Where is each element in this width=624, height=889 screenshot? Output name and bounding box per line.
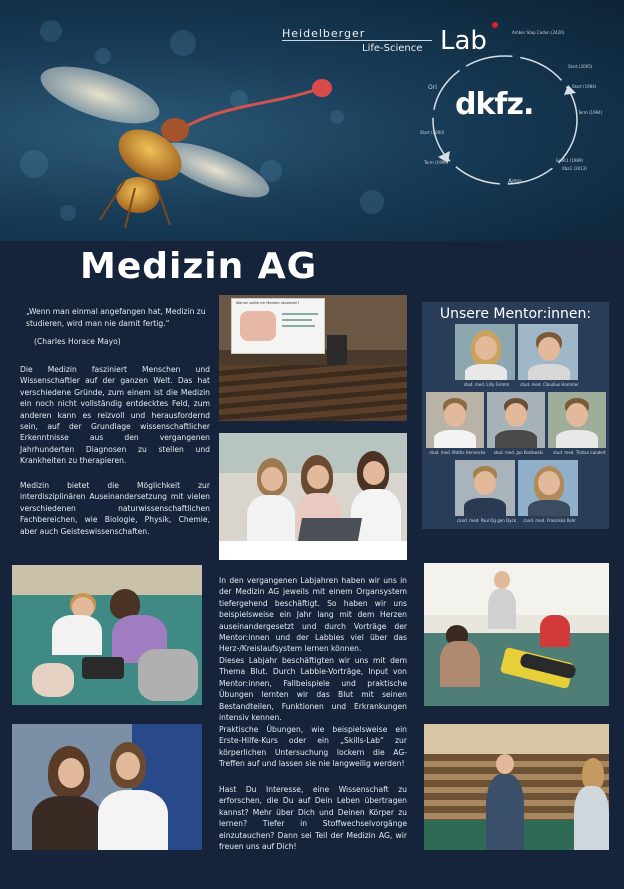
cycle-label: Term (1999)	[424, 160, 449, 165]
cycle-label: Amp	[508, 178, 522, 185]
cycle-label: Xba1 (2013)	[562, 166, 587, 171]
center-paragraph: In den vergangenen Labjahren haben wir uns in der Medizin AG jeweils mit einem Organsystem tiefergehend beschäftigt. So haben wir uns beispielsweise ein Jahr lang mit dem Herzen auseinandergesetzt und durch Vorträge der Mentor:innen und der Labbies viel über das Herz-/Kreislaufsystem lernen können.	[219, 576, 407, 654]
mentor-caption: stud. med. Claudius Hammer	[520, 382, 579, 387]
cycle-label: Start (2000)	[420, 130, 445, 135]
lecture-photo	[219, 295, 407, 421]
brand-heidelberger: Heidelberger	[282, 27, 366, 40]
mentor-caption: stud. med. Mattis Hennecke	[429, 450, 486, 455]
bubble-decoration	[170, 30, 196, 56]
brand-lab: Lab	[440, 26, 487, 56]
mentor-photo	[518, 324, 578, 380]
mentor-caption: stud. med. Lilly Grimm	[463, 382, 510, 387]
mentor-caption: stud. med. Jan Kozlowski	[493, 450, 544, 455]
center-paragraph: Hast Du Interesse, eine Wissenschaft zu erforschen, die Du auf Dein Leben übertragen kannst? Mehr über Dich und Deinen Körper zu lernen? Tiefer in Stoffwechselvorgänge einzutauchen? Dann sei Teil der Medizin AG, wir freuen uns auf Dich!	[219, 785, 407, 852]
cycle-label: Ori	[428, 84, 437, 91]
auditorium-photo	[424, 724, 609, 850]
brand-underline	[282, 40, 432, 41]
intro-paragraph: Die Medizin fasziniert Menschen und Wissenschaftler auf der ganzen Welt. Das hat verschiedene Gründe, zum einem ist die Medizin ein noch nicht vollständig entdecktes Feld, zum anderen kann es reizvoll und herausfordernd sein, auf der Grundlage wissenschaftlicher Erkenntnisse aus den vergangenen Jahrhunderten Diagnosen zu stellen und Krankheiten zu therapieren.	[20, 365, 210, 466]
brand-life-science: Life-Science	[362, 43, 423, 54]
slide-heading: Warum sollte ich Medizin studieren?	[236, 301, 300, 305]
mentor-photo	[487, 392, 545, 448]
mentor-photo	[548, 392, 606, 448]
center-paragraph: Praktische Übungen, wie beispielsweise ein Erste-Hilfe-Kurs oder ein „Skills-Lab“ zur körperlichen Untersuchung lockern die AG-Treffen auf und lassen sie nie langweilig werden!	[219, 725, 407, 769]
mentor-caption: stud. med. Tristan Landert	[553, 450, 606, 455]
mentor-photo	[455, 460, 515, 516]
first-aid-training-photo	[424, 563, 609, 706]
brand-dot	[492, 22, 498, 28]
mentor-photo	[455, 324, 515, 380]
dkfz-logo: dkfz.	[455, 87, 534, 122]
mentor-panel	[422, 302, 609, 529]
page-title: Medizin AG	[80, 246, 318, 287]
mentor-photo	[426, 392, 484, 448]
bubble-decoration	[40, 20, 62, 42]
bubble-decoration	[360, 190, 384, 214]
intro-paragraph: Medizin bietet die Möglichkeit zur interdisziplinären Auseinandersetzung mit vielen verschiedenen naturwissenschaftlichen Fachbereichen, wie Biologie, Physik, Chemie, aber auch Geisteswissenschaften.	[20, 481, 210, 536]
center-paragraph: Dieses Labjahr beschäftigten wir uns mit dem Thema Blut. Durch Labbie-Vorträge, Input von Mentor:innen, Fallbeispiele und praktische Übungen lernten wir das Blut mit seinen Bestandteilen, Funktionen und Erkrankungen intensiv kennen.	[219, 656, 407, 723]
header-banner	[0, 0, 624, 241]
first-aid-photo	[12, 565, 202, 705]
quote-author: (Charles Horace Mayo)	[34, 337, 121, 346]
students-laptop-photo	[219, 433, 407, 560]
intro-quote: „Wenn man einmal angefangen hat, Medizin zu studieren, wird man nie damit fertig.“	[26, 307, 206, 328]
fly-image	[30, 60, 360, 230]
cycle-label: Amber Stop Codon (2420)	[512, 30, 565, 35]
cycle-label: Start (2005)	[568, 64, 593, 69]
cycle-label: EcoR1 (1989)	[556, 158, 584, 163]
cycle-label: Term (1994)	[578, 110, 603, 115]
cycle-label: Start (1984)	[572, 84, 597, 89]
mentor-title: Unsere Mentor:innen:	[439, 306, 592, 322]
mentor-caption: cand. med. Franziska Rohr	[523, 518, 576, 523]
stethoscope-photo	[12, 724, 202, 850]
presentation-slide	[231, 298, 325, 354]
mentor-photo	[518, 460, 578, 516]
mentor-caption: cand. med. Paul Og gen Dyck	[456, 518, 517, 523]
